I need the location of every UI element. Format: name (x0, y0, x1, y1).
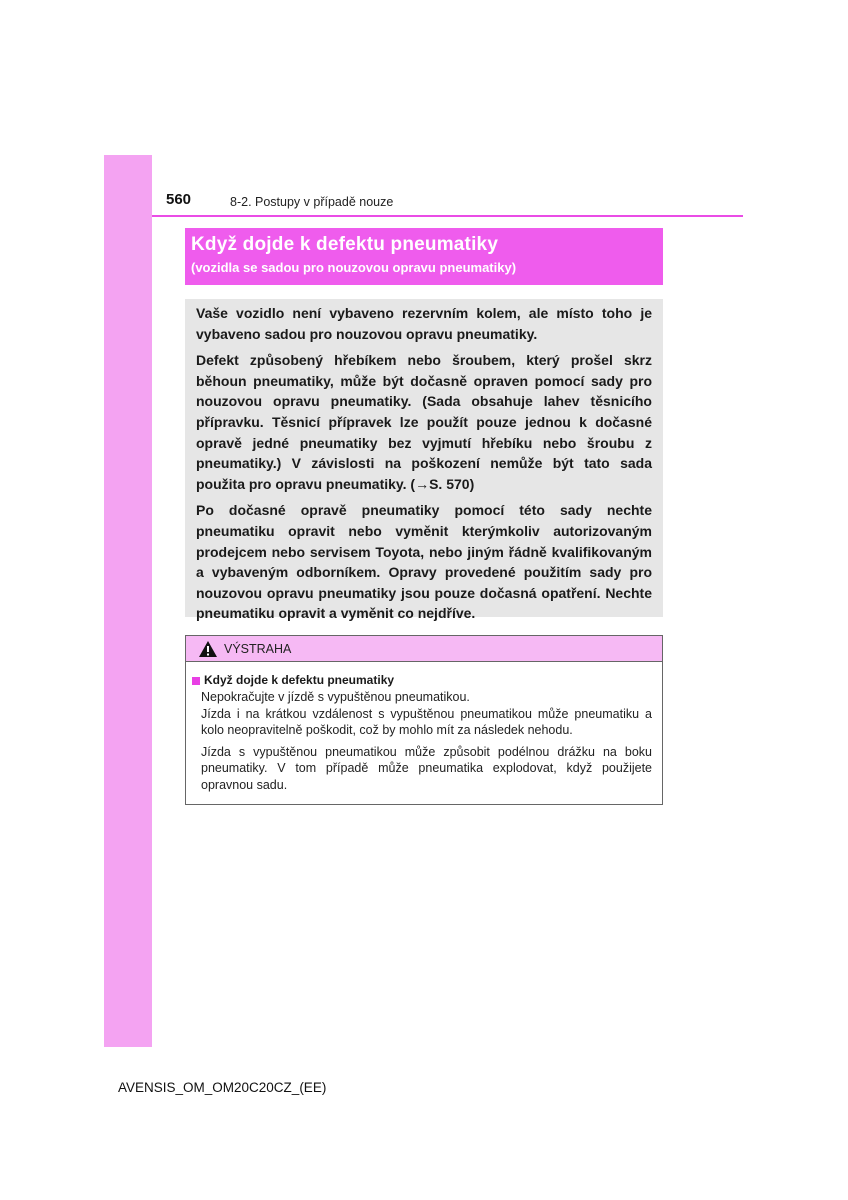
page-subtitle: (vozidla se sadou pro nouzovou opravu pneumatiky) (191, 260, 517, 275)
warning-text: Jízda s vypuštěnou pneumatikou může způsobit podélnou drážku na boku pneumatiky. V tom případě může pneumatika explodovat, když použijete opravnou sadu. (201, 744, 652, 792)
page-number: 560 (166, 191, 192, 208)
info-paragraph: Defekt způsobený hřebíkem nebo šroubem, který prošel skrz běhoun pneumatiky, může být dočasně opraven pomocí sady pro nouzovou opravu pneumatiky. (Sada obsahuje lahev těsnicího přípravku. Těsnicí přípravek lze použít pouze jednou k dočasné opravě jedné pneumatiky bez vyjmutí hřebíku nebo šroubu z pneumatiky.) V závislosti na poškození nemůže být tato sada použita pro opravu pneumatiky. (→S. 570) (196, 352, 652, 492)
warning-heading (192, 672, 652, 689)
warning-box (185, 635, 663, 805)
warning-text: Nepokračujte v jízdě s vypuštěnou pneumatikou. (201, 690, 470, 704)
warning-heading-text: Když dojde k defektu pneumatiky (204, 673, 395, 687)
warning-label: VÝSTRAHA (224, 641, 292, 656)
bullet-square-icon (192, 677, 200, 685)
title-box (185, 228, 663, 285)
info-paragraph: Vaše vozidlo není vybaveno rezervním kolem, ale místo toho je vybaveno sadou pro nouzovou opravu pneumatiky. (196, 305, 652, 342)
page-title: Když dojde k defektu pneumatiky (191, 234, 499, 255)
section-label: 8-2. Postupy v případě nouze (230, 195, 394, 209)
warning-text: Jízda i na krátkou vzdálenost s vypuštěnou pneumatikou může pneumatiku a kolo neopravitelně poškodit, což by mohlo mít za následek nehodu. (201, 706, 652, 737)
header-rule (152, 215, 743, 217)
warning-header (186, 636, 662, 662)
footer-code: AVENSIS_OM_OM20C20CZ_(EE) (118, 1080, 327, 1095)
info-box (185, 299, 663, 622)
info-paragraph: Po dočasné opravě pneumatiky pomocí této sady nechte pneumatiku opravit nebo vyměnit kterýmkoliv autorizovaným prodejcem nebo servisem Toyota, nebo jiným řádně kvalifikovaným a vybaveným odborníkem. Opravy provedené použitím sady pro nouzovou opravu pneumatiky jsou pouze dočasná opatření. Nechte pneumatiku opravit a vyměnit co nejdříve. (196, 502, 652, 622)
warning-body (186, 662, 662, 793)
side-tab (104, 155, 152, 1047)
warning-triangle-icon (198, 640, 218, 658)
